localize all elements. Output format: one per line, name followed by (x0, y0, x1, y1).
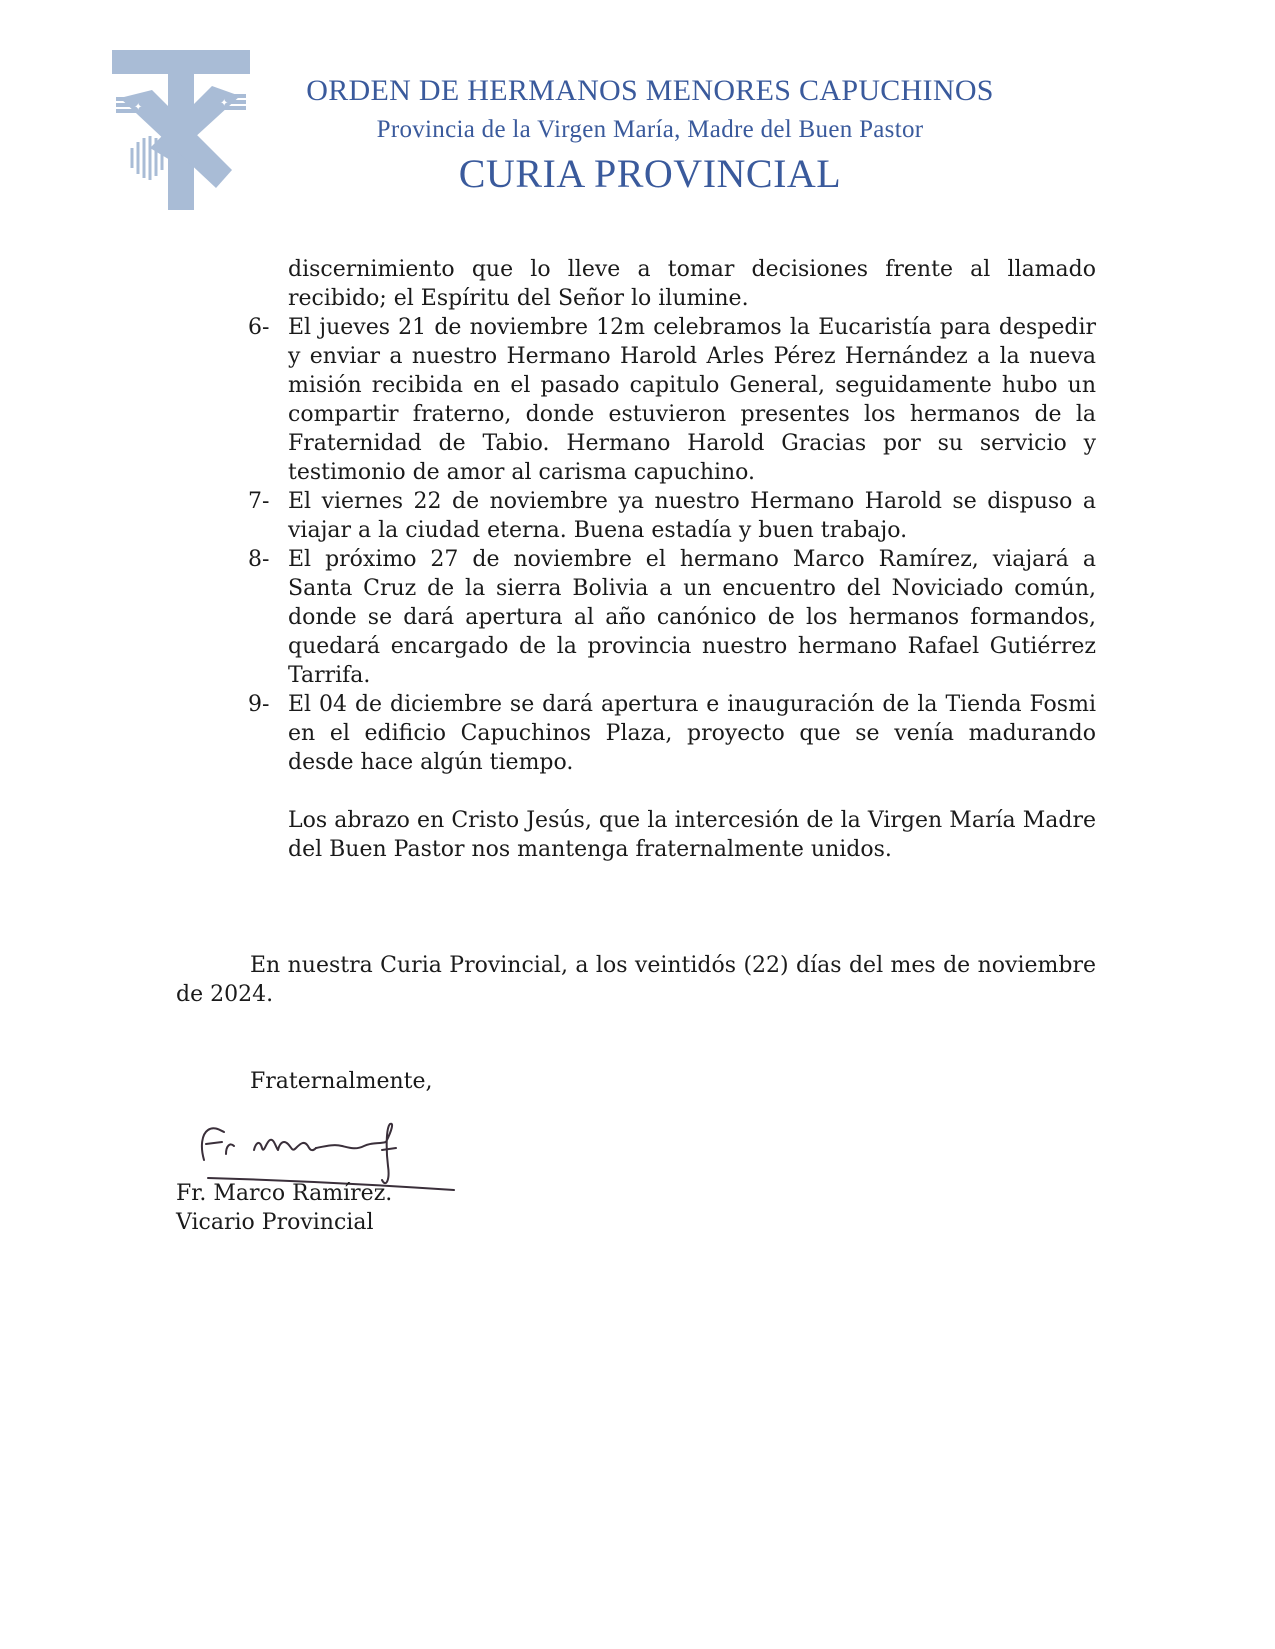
list-item (176, 487, 1096, 545)
farewell: Fraternalmente, (250, 1069, 433, 1094)
list-item (176, 690, 1096, 777)
letter-body (176, 255, 1096, 1096)
item-text: El próximo 27 de noviembre el hermano Marco Ramírez, viajará a Santa Cruz de la sierra Bolivia a un encuentro del Noviciado común, donde se dará apertura al año canónico de los hermanos formandos, quedará encargado de la provincia nuestro hermano Rafael Gutiérrez Tarrifa. (288, 547, 1096, 688)
province-name: Provincia de la Virgen María, Madre del Buen Pastor (376, 116, 924, 143)
signer-title: Vicario Provincial (176, 1210, 374, 1235)
item-number: 9- (248, 692, 270, 717)
closing-paragraph: Los abrazo en Cristo Jesús, que la intercesión de la Virgen María Madre del Buen Pastor nos mantenga fraternalmente unidos. (288, 808, 1096, 862)
svg-text:✦: ✦ (134, 102, 143, 113)
continuation-paragraph: discernimiento que lo lleve a tomar decisiones frente al llamado recibido; el Espíritu del Señor lo ilumine. (288, 257, 1096, 311)
svg-text:✦: ✦ (220, 98, 229, 109)
item-text: El 04 de diciembre se dará apertura e inauguración de la Tienda Fosmi en el edificio Capuchinos Plaza, proyecto que se venía madurando desde hace algún tiempo. (288, 692, 1096, 775)
item-number: 8- (248, 547, 270, 572)
item-number: 7- (248, 489, 270, 514)
item-text: El jueves 21 de noviembre 12m celebramos la Eucaristía para despedir y enviar a nuestro Hermano Harold Arles Pérez Hernández a la nueva misión recibida en el pasado capitulo General, seguidamente hubo un compartir fraterno, donde estuvieron presentes los hermanos de la Fraternidad de Tabio. Hermano Harold Gracias por su servicio y testimonio de amor al carisma capuchino. (288, 315, 1096, 485)
list-item (176, 313, 1096, 487)
item-number: 6- (248, 315, 270, 340)
date-paragraph: En nuestra Curia Provincial, a los veintidós (22) días del mes de noviembre de 2024. (176, 953, 1096, 1007)
signer-name: Fr. Marco Ramírez. (176, 1181, 393, 1206)
letterhead (280, 72, 1020, 198)
list-item (176, 545, 1096, 690)
capuchin-logo (112, 50, 250, 210)
item-text: El viernes 22 de noviembre ya nuestro Hermano Harold se dispuso a viajar a la ciudad eterna. Buena estadía y buen trabajo. (288, 489, 1096, 543)
signer-block (176, 1179, 392, 1237)
curia-title: CURIA PROVINCIAL (458, 151, 842, 196)
order-name: ORDEN DE HERMANOS MENORES CAPUCHINOS (306, 74, 994, 107)
